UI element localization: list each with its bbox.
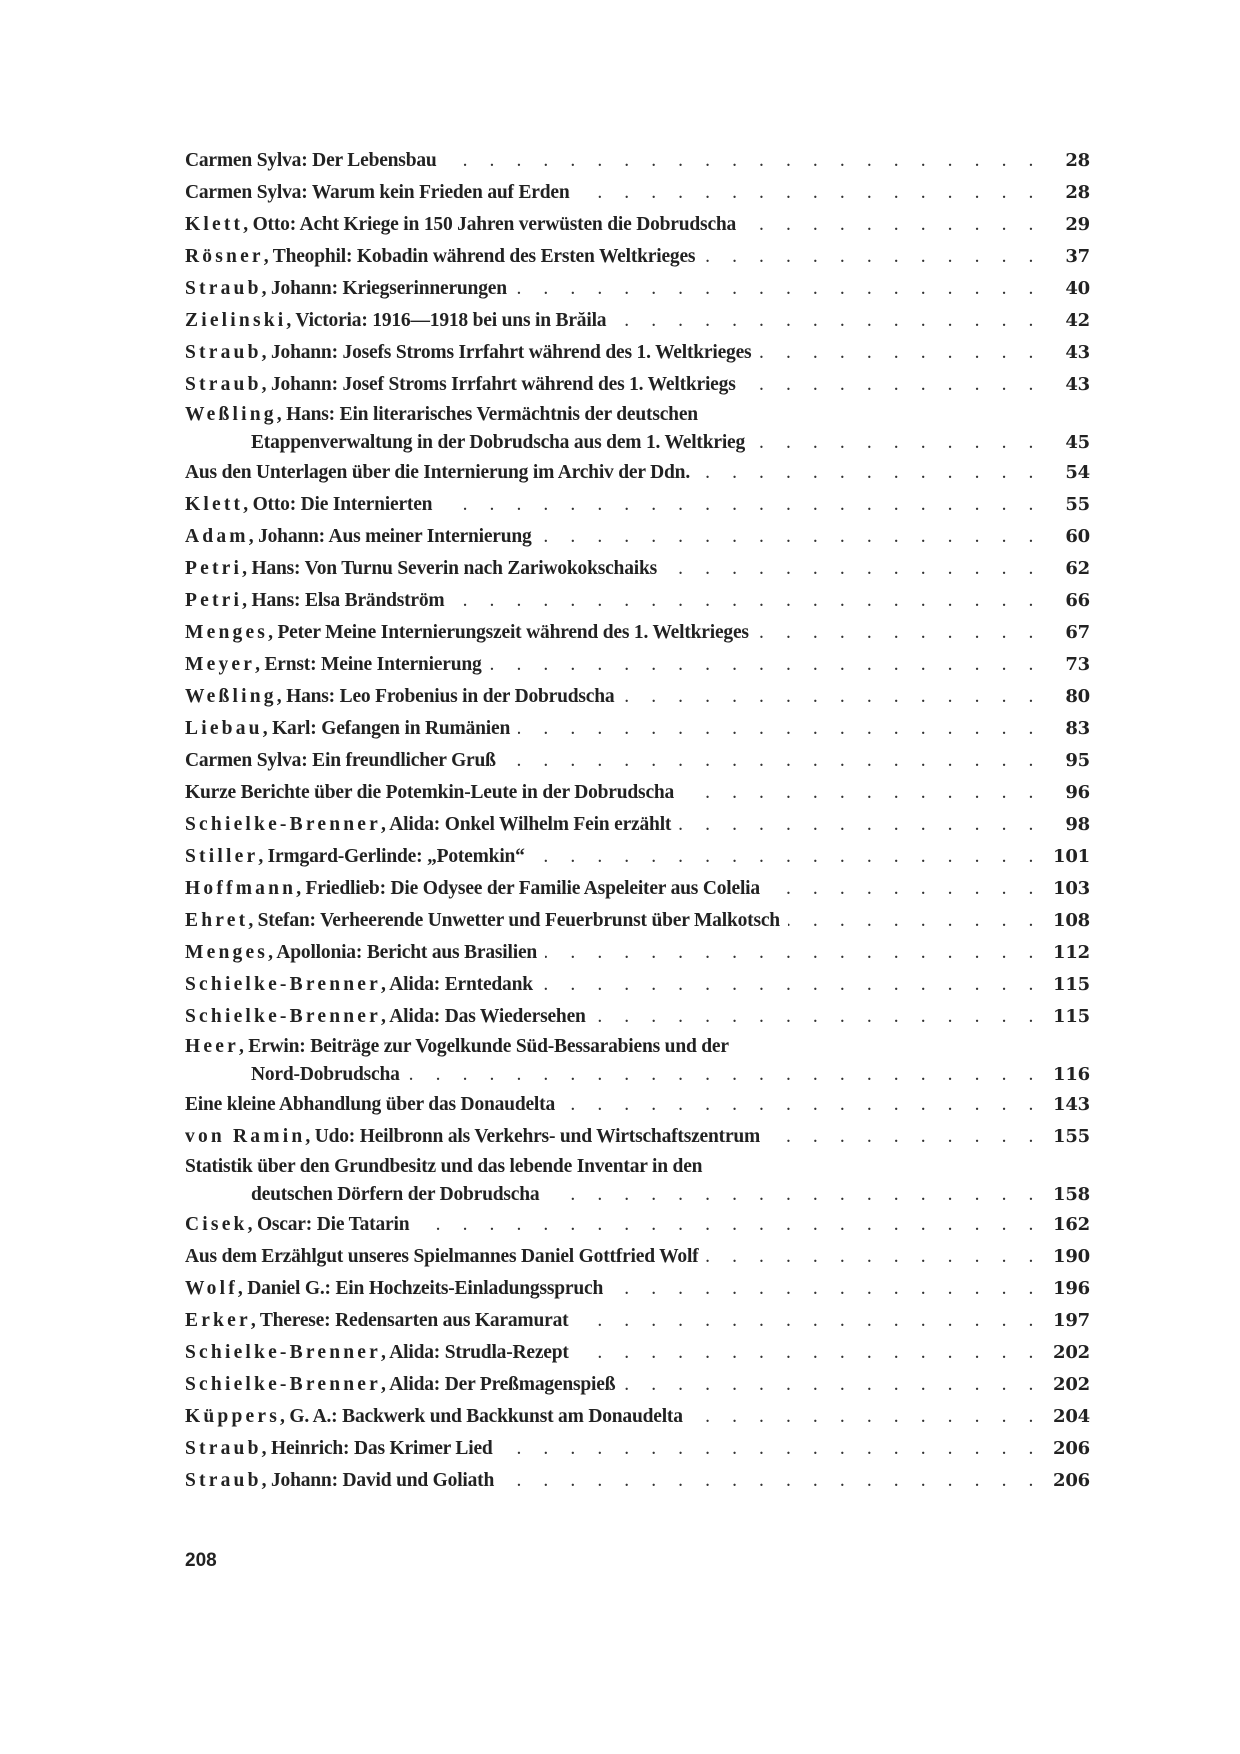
toc-entry-title-text: , Apollonia: Bericht aus Brasilien	[268, 942, 538, 963]
dot-leader	[490, 665, 1042, 675]
dot-leader	[440, 505, 1042, 515]
toc-entry-title-text: , Udo: Heilbronn als Verkehrs- und Wirtschaftszentrum	[305, 1126, 761, 1147]
toc-entry	[185, 1369, 1090, 1401]
toc-entry-title-continuation: deutschen Dörfern der Dobrudscha	[251, 1184, 540, 1205]
toc-entry	[185, 1337, 1090, 1369]
toc-entry-author: Küppers	[185, 1406, 281, 1427]
toc-entry-page: 206	[1053, 1438, 1090, 1459]
toc-entry-title	[185, 1001, 586, 1033]
toc-entry-page: 98	[1065, 814, 1090, 835]
toc-entry-title	[185, 1433, 493, 1465]
toc-entry-page: 206	[1053, 1470, 1090, 1491]
dot-leader	[541, 985, 1042, 995]
toc-entry-title-text: Carmen Sylva: Ein freundlicher Gruß	[185, 750, 496, 771]
toc-entry-title	[185, 1241, 698, 1273]
toc-entry-title-text: Carmen Sylva: Warum kein Frieden auf Erden	[185, 182, 570, 203]
toc-entry	[185, 1089, 1090, 1121]
dot-leader	[691, 1417, 1042, 1427]
toc-entry-page: 40	[1065, 278, 1090, 299]
toc-entry	[185, 585, 1090, 617]
toc-entry-title-text: , Alida: Erntedank	[381, 974, 533, 995]
toc-entry-title-continuation: Nord-Dobrudscha	[251, 1064, 400, 1085]
toc-entry-title	[185, 841, 525, 873]
toc-entry-page: 116	[1053, 1064, 1090, 1085]
toc-entry-title-text: Eine kleine Abhandlung über das Donaudelta	[185, 1094, 555, 1115]
dot-leader	[515, 289, 1042, 299]
toc-entry-title	[185, 209, 736, 241]
toc-entry-title	[185, 585, 444, 617]
dot-leader	[547, 1193, 1042, 1203]
toc-entry-page: 96	[1065, 782, 1090, 803]
toc-entry-page: 108	[1053, 910, 1090, 931]
toc-entry-title	[185, 1273, 603, 1305]
toc-entry-page: 67	[1065, 622, 1090, 643]
toc-entry-title	[185, 553, 657, 585]
toc-entry-title-text: , Hans: Von Turnu Severin nach Zariwokokschaiks	[242, 558, 658, 579]
toc-entry-page: 60	[1065, 526, 1090, 547]
dot-leader	[665, 569, 1042, 579]
dot-leader	[501, 1449, 1042, 1459]
dot-leader	[594, 1017, 1042, 1027]
toc-entry	[185, 681, 1090, 713]
toc-entry-author: Schielke-Brenner	[185, 974, 381, 995]
toc-entry-page: 190	[1053, 1246, 1090, 1267]
toc-entry-page: 83	[1065, 718, 1090, 739]
toc-entry-page: 29	[1065, 214, 1090, 235]
toc-entry-page: 45	[1065, 432, 1090, 453]
toc-entry-page: 28	[1065, 182, 1090, 203]
toc-entry-title-text: , Daniel G.: Ein Hochzeits-Einladungsspruch	[237, 1278, 604, 1299]
toc-entry-title-text: , Hans: Leo Frobenius in der Dobrudscha	[276, 686, 615, 707]
toc-entry-title	[185, 177, 570, 209]
toc-entry-title-text: Kurze Berichte über die Potemkin-Leute in der Dobrudscha	[185, 782, 675, 803]
dot-leader	[563, 1105, 1042, 1115]
toc-entry-author: Rösner	[185, 246, 264, 267]
toc-entry-title-text: , Irmgard-Gerlinde: „Potemkin“	[258, 846, 525, 867]
dot-leader	[502, 1481, 1042, 1491]
toc-entry	[185, 1401, 1090, 1433]
toc-entry	[185, 1209, 1090, 1241]
dot-leader	[759, 353, 1042, 363]
toc-entry-title-text: , Ernst: Meine Internierung	[255, 654, 482, 675]
toc-entry-author: Weßling	[185, 686, 277, 707]
toc-entry-title	[185, 713, 510, 745]
toc-entry-title-text: Statistik über den Grundbesitz und das lebende Inventar in den	[185, 1156, 703, 1177]
toc-entry-title-continuation: Etappenverwaltung in der Dobrudscha aus dem 1. Weltkrieg	[251, 432, 746, 453]
dot-leader	[417, 1225, 1042, 1235]
toc-entry-author: Klett	[185, 214, 244, 235]
toc-entry-page: 28	[1065, 150, 1090, 171]
toc-entry	[185, 617, 1090, 649]
toc-entry	[185, 553, 1090, 585]
toc-entry-author: Weßling	[185, 404, 277, 425]
toc-entry-title-text: , Johann: Josef Stroms Irrfahrt während des 1. Weltkriegs	[261, 374, 736, 395]
table-of-contents	[185, 145, 1090, 1497]
toc-entry-author: Schielke-Brenner	[185, 814, 381, 835]
toc-entry-author: Klett	[185, 494, 244, 515]
dot-leader	[545, 953, 1042, 963]
dot-leader	[518, 729, 1042, 739]
dot-leader	[682, 793, 1042, 803]
toc-entry-page: 162	[1053, 1214, 1090, 1235]
dot-leader	[611, 1289, 1042, 1299]
toc-entry-title	[185, 969, 533, 1001]
toc-entry-page: 95	[1065, 750, 1090, 771]
toc-entry	[185, 873, 1090, 905]
toc-entry-page: 204	[1053, 1406, 1090, 1427]
toc-entry	[185, 937, 1090, 969]
toc-entry-title-text: , Alida: Das Wiedersehen	[381, 1006, 586, 1027]
toc-entry-title	[185, 1369, 615, 1401]
toc-entry-title-text: , Otto: Acht Kriege in 150 Jahren verwüsten die Dobrudscha	[243, 214, 737, 235]
toc-entry-title	[185, 369, 736, 401]
toc-entry-title-text: , Johann: Kriegserinnerungen	[261, 278, 507, 299]
toc-entry-title	[185, 273, 507, 305]
toc-entry-author: Straub	[185, 278, 262, 299]
toc-entry-title	[185, 521, 532, 553]
toc-entry-title-text: , Therese: Redensarten aus Karamurat	[250, 1310, 569, 1331]
toc-entry	[185, 777, 1090, 809]
toc-entry-title	[185, 905, 780, 937]
toc-entry-title	[185, 1121, 760, 1153]
toc-entry	[185, 145, 1090, 177]
toc-entry-title	[185, 1033, 729, 1061]
toc-entry-author: Petri	[185, 590, 243, 611]
toc-entry-title	[185, 489, 432, 521]
toc-entry-title	[185, 777, 674, 809]
dot-leader	[540, 537, 1042, 547]
toc-entry	[185, 1241, 1090, 1273]
toc-entry-title	[185, 1209, 409, 1241]
toc-entry-author: Straub	[185, 342, 262, 363]
toc-entry-page: 42	[1065, 310, 1090, 331]
dot-leader	[788, 921, 1042, 931]
toc-entry	[185, 1001, 1090, 1033]
toc-entry-author: Adam	[185, 526, 249, 547]
toc-entry-author: Menges	[185, 942, 269, 963]
toc-entry	[185, 969, 1090, 1001]
toc-entry	[185, 177, 1090, 209]
toc-entry-author: Meyer	[185, 654, 256, 675]
toc-entry-title	[185, 681, 614, 713]
toc-entry	[185, 1121, 1090, 1153]
toc-entry-title	[185, 457, 690, 489]
toc-entry-title	[185, 617, 749, 649]
toc-entry-page: 73	[1065, 654, 1090, 675]
toc-entry-title-text: , Oscar: Die Tatarin	[247, 1214, 410, 1235]
dot-leader	[445, 161, 1042, 171]
dot-leader	[623, 1385, 1042, 1395]
toc-entry-page: 43	[1065, 342, 1090, 363]
toc-entry-page: 37	[1065, 246, 1090, 267]
toc-entry-author: Straub	[185, 1438, 262, 1459]
toc-entry-title	[185, 745, 496, 777]
toc-entry	[185, 745, 1090, 777]
toc-entry	[185, 841, 1090, 873]
toc-entry-title-text: , Johann: Aus meiner Internierung	[248, 526, 532, 547]
toc-entry	[185, 401, 1090, 457]
toc-entry-title	[185, 1153, 702, 1181]
toc-entry-title-text: , Alida: Strudla-Rezept	[381, 1342, 569, 1363]
toc-entry-author: Liebau	[185, 718, 263, 739]
toc-entry-title	[185, 337, 751, 369]
toc-entry-page: 112	[1053, 942, 1090, 963]
toc-entry	[185, 1153, 1090, 1209]
dot-leader	[744, 225, 1042, 235]
toc-entry-title-text: , Theophil: Kobadin während des Ersten Weltkrieges	[263, 246, 696, 267]
toc-entry-title-text: , Alida: Onkel Wilhelm Fein erzählt	[381, 814, 672, 835]
dot-leader	[679, 825, 1042, 835]
toc-entry-author: von Ramin	[185, 1126, 306, 1147]
toc-entry-title	[185, 241, 695, 273]
toc-entry-author: Petri	[185, 558, 243, 579]
toc-entry-page: 158	[1053, 1184, 1090, 1205]
toc-entry-page: 155	[1053, 1126, 1090, 1147]
dot-leader	[768, 1137, 1042, 1147]
toc-entry-page: 202	[1053, 1374, 1090, 1395]
toc-entry-page: 101	[1053, 846, 1090, 867]
toc-entry	[185, 241, 1090, 273]
toc-entry-author: Zielinski	[185, 310, 287, 331]
toc-entry-page: 115	[1053, 974, 1090, 995]
toc-entry-page: 54	[1065, 462, 1090, 483]
toc-entry-author: Stiller	[185, 846, 259, 867]
dot-leader	[698, 473, 1042, 483]
dot-leader	[576, 1321, 1042, 1331]
toc-entry	[185, 1033, 1090, 1089]
toc-entry	[185, 905, 1090, 937]
dot-leader	[504, 761, 1042, 771]
toc-entry	[185, 489, 1090, 521]
toc-entry-title	[185, 401, 698, 429]
toc-entry-title	[185, 809, 671, 841]
toc-entry-title	[185, 145, 437, 177]
toc-entry-author: Erker	[185, 1310, 251, 1331]
toc-entry-author: Menges	[185, 622, 269, 643]
dot-leader	[744, 385, 1042, 395]
toc-entry-page: 62	[1065, 558, 1090, 579]
dot-leader	[757, 633, 1042, 643]
toc-entry-title	[185, 1089, 555, 1121]
toc-entry-page: 43	[1065, 374, 1090, 395]
toc-entry-author: Heer	[185, 1036, 239, 1057]
toc-entry	[185, 369, 1090, 401]
toc-entry-page: 103	[1053, 878, 1090, 899]
toc-entry-title-text: , Erwin: Beiträge zur Vogelkunde Süd-Bessarabiens und der	[238, 1036, 729, 1057]
toc-entry	[185, 337, 1090, 369]
toc-entry	[185, 1305, 1090, 1337]
toc-entry	[185, 1433, 1090, 1465]
toc-entry-title	[185, 1465, 494, 1497]
toc-entry-title-text: , Hans: Elsa Brändström	[242, 590, 445, 611]
toc-entry-title	[185, 937, 537, 969]
dot-leader	[768, 889, 1042, 899]
toc-entry-title-text: Carmen Sylva: Der Lebensbau	[185, 150, 437, 171]
toc-entry-author: Ehret	[185, 910, 249, 931]
toc-entry	[185, 1273, 1090, 1305]
toc-entry	[185, 713, 1090, 745]
toc-entry-title-text: , Victoria: 1916—1918 bei uns in Brăila	[286, 310, 607, 331]
toc-entry-author: Straub	[185, 374, 262, 395]
toc-entry-title	[185, 1401, 683, 1433]
toc-entry-title	[185, 1305, 568, 1337]
dot-leader	[533, 857, 1042, 867]
toc-entry-author: Cisek	[185, 1214, 248, 1235]
toc-entry-title-text: , Johann: David und Goliath	[261, 1470, 495, 1491]
toc-entry-author: Schielke-Brenner	[185, 1006, 381, 1027]
toc-entry-title	[185, 649, 482, 681]
toc-entry-title-text: Aus dem Erzählgut unseres Spielmannes Daniel Gottfried Wolf	[185, 1246, 699, 1267]
toc-entry-title-text: , Peter Meine Internierungszeit während des 1. Weltkrieges	[268, 622, 749, 643]
toc-entry-author: Schielke-Brenner	[185, 1342, 381, 1363]
toc-entry-title-text: , Hans: Ein literarisches Vermächtnis der deutschen	[276, 404, 698, 425]
toc-entry-title	[185, 1337, 569, 1369]
toc-entry	[185, 521, 1090, 553]
page-number-footer: 208	[185, 1550, 217, 1571]
toc-entry-title	[185, 873, 760, 905]
toc-entry-title-text: Aus den Unterlagen über die Internierung im Archiv der Ddn.	[185, 462, 690, 483]
toc-entry	[185, 305, 1090, 337]
toc-entry-page: 143	[1053, 1094, 1090, 1115]
dot-leader	[703, 257, 1042, 267]
toc-entry-author: Hoffmann	[185, 878, 297, 899]
toc-entry-page: 196	[1053, 1278, 1090, 1299]
dot-leader	[577, 1353, 1042, 1363]
dot-leader	[706, 1257, 1042, 1267]
toc-entry-page: 55	[1065, 494, 1090, 515]
dot-leader	[622, 697, 1042, 707]
toc-entry-page: 115	[1053, 1006, 1090, 1027]
dot-leader	[452, 601, 1042, 611]
toc-entry-title	[185, 305, 606, 337]
toc-entry	[185, 809, 1090, 841]
toc-entry	[185, 273, 1090, 305]
toc-entry-author: Wolf	[185, 1278, 238, 1299]
toc-entry	[185, 209, 1090, 241]
toc-entry-title-text: , Alida: Der Preßmagenspieß	[381, 1374, 616, 1395]
toc-entry-title-text: , Heinrich: Das Krimer Lied	[261, 1438, 493, 1459]
toc-entry-page: 202	[1053, 1342, 1090, 1363]
toc-entry-title-text: , Johann: Josefs Stroms Irrfahrt während des 1. Weltkrieges	[261, 342, 752, 363]
toc-entry-title-text: , Friedlieb: Die Odysee der Familie Aspeleiter aus Colelia	[296, 878, 760, 899]
toc-entry-title-text: , Stefan: Verheerende Unwetter und Feuerbrunst über Malkotsch	[248, 910, 780, 931]
toc-entry	[185, 1465, 1090, 1497]
dot-leader	[753, 441, 1042, 451]
toc-entry-title-text: , Karl: Gefangen in Rumänien	[262, 718, 511, 739]
toc-entry	[185, 457, 1090, 489]
toc-entry-title-text: , G. A.: Backwerk und Backkunst am Donaudelta	[280, 1406, 683, 1427]
toc-entry-author: Straub	[185, 1470, 262, 1491]
dot-leader	[408, 1073, 1042, 1083]
toc-entry-title-text: , Otto: Die Internierten	[243, 494, 433, 515]
toc-entry-page: 197	[1053, 1310, 1090, 1331]
toc-entry-page: 80	[1065, 686, 1090, 707]
toc-entry-page: 66	[1065, 590, 1090, 611]
dot-leader	[578, 193, 1043, 203]
toc-entry-author: Schielke-Brenner	[185, 1374, 381, 1395]
dot-leader	[614, 321, 1042, 331]
toc-entry	[185, 649, 1090, 681]
